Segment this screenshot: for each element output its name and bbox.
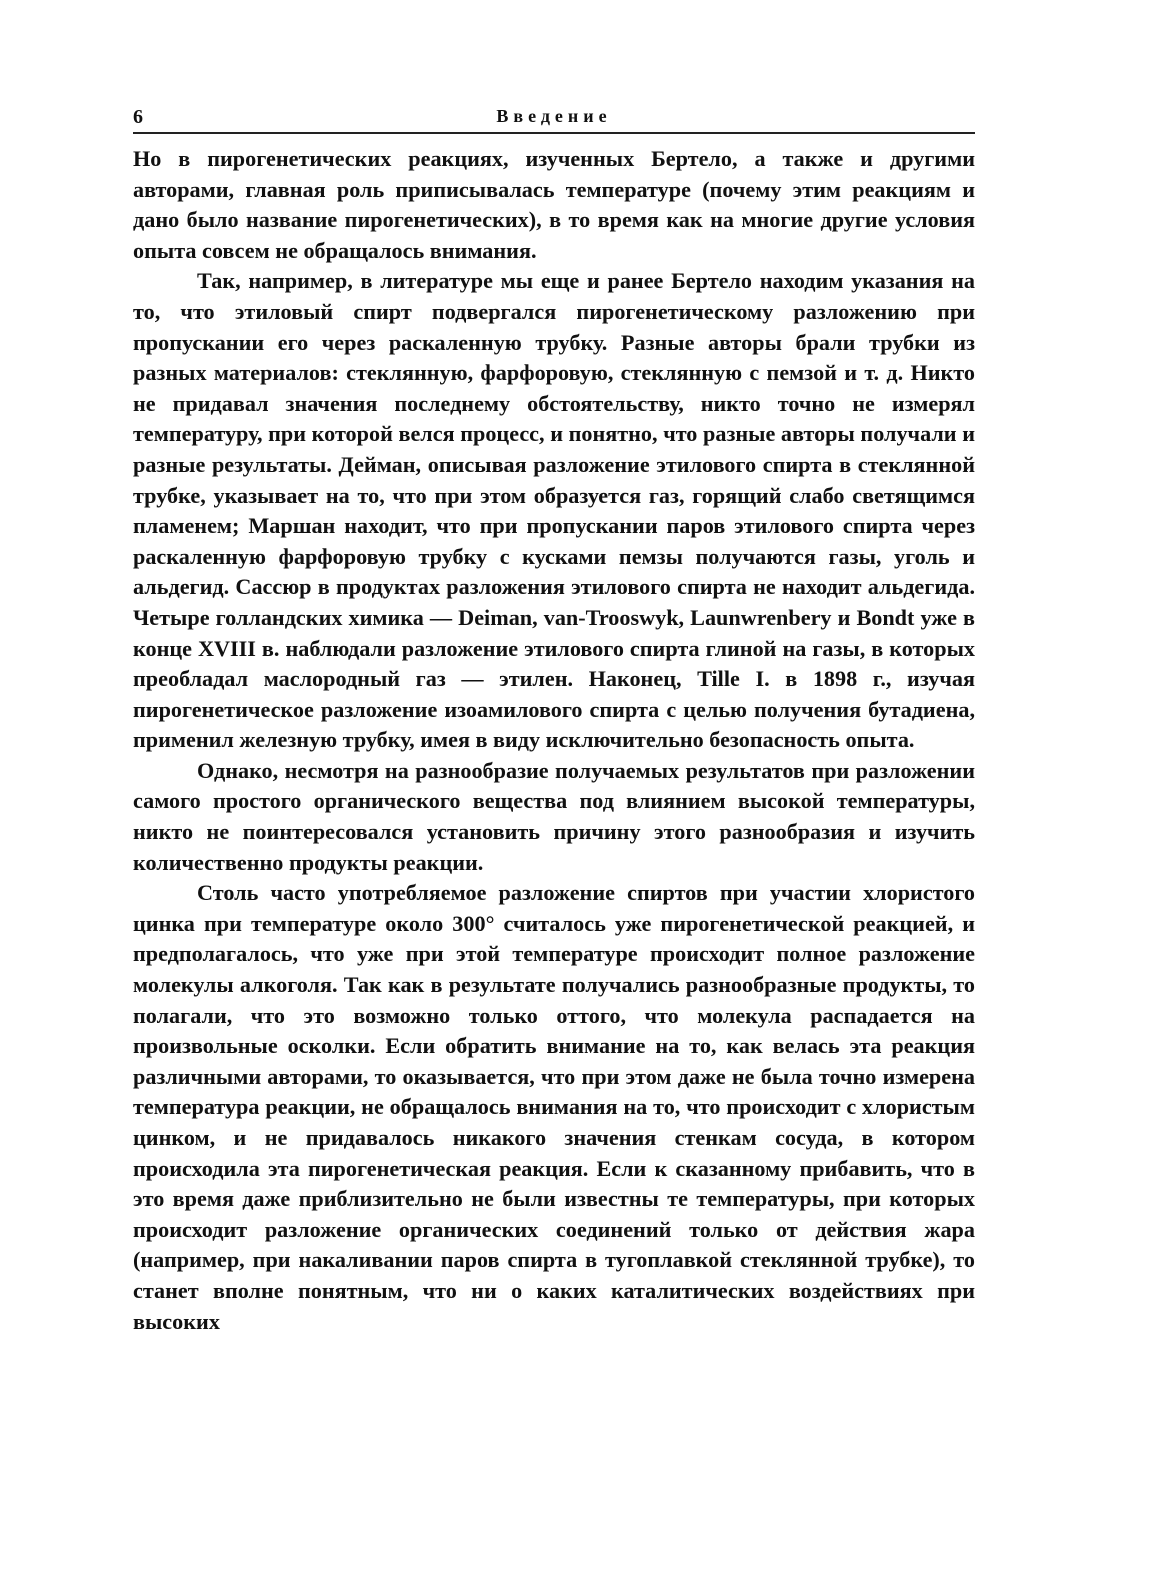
book-page <box>133 100 975 1337</box>
page-header <box>133 100 975 134</box>
paragraph: Так, например, в литературе мы еще и ранее Бертело находим указания на то, что этиловый спирт подвергался пирогенетическому разложению при пропускании его через раскаленную трубку. Разные авторы брали трубки из разных материалов: стеклянную, фарфоровую, стеклянную с пемзой и т. д. Никто не придавал значения последнему обстоятельству, никто точно не измерял температуру, при которой велся процесс, и понятно, что разные авторы получали и разные результаты. Дейман, описывая разложение этилового спирта в стеклянной трубке, указывает на то, что при этом образуется газ, горящий слабо светящимся пламенем; Маршан находит, что при пропускании паров этилового спирта через раскаленную фарфоровую трубку с кусками пемзы получаются газы, уголь и альдегид. Сассюр в продуктах разложения этилового спирта не находит альдегида. Четыре голландских химика — Deiman, van-Trooswyk, Launwrenbery и Bondt уже в конце XVIII в. наблюдали разложение этилового спирта глиной на газы, в которых преобладал маслородный газ — этилен. Наконец, Tille I. в 1898 г., изучая пирогенетическое разложение изоамилового спирта с целью получения бутадиена, применил железную трубку, имея в виду исключительно безопасность опыта. <box>133 268 975 753</box>
running-title: Введение <box>496 106 612 126</box>
body-text <box>133 144 975 1337</box>
page-number: 6 <box>133 106 143 128</box>
paragraph: Но в пирогенетических реакциях, изученных Бертело, а также и другими авторами, главная роль приписывалась температуре (почему этим реакциям и дано было название пирогенетических), в то время как на многие другие условия опыта совсем не обращалось внимания. <box>133 146 975 263</box>
paragraph: Столь часто употребляемое разложение спиртов при участии хлористого цинка при температуре около 300° считалось уже пирогенетической реакцией, и предполагалось, что уже при этой температуре происходит полное разложение молекулы алкоголя. Так как в результате получались разнообразные продукты, то полагали, что это возможно только оттого, что молекула распадается на произвольные осколки. Если обратить внимание на то, как велась эта реакция различными авторами, то оказывается, что при этом даже не была точно измерена температура реакции, не обращалось внимания на то, что происходит с хлористым цинком, и не придавалось никакого значения стенкам сосуда, в котором происходила эта пирогенетическая реакция. Если к сказанному прибавить, что в это время даже приблизительно не были известны те температуры, при которых происходит разложение органических соединений только от действия жара (например, при накаливании паров спирта в тугоплавкой стеклянной трубке), то станет вполне понятным, что ни о каких каталитических воздействиях при высоких <box>133 880 975 1334</box>
paragraph: Однако, несмотря на разнообразие получаемых результатов при разложении самого простого органического вещества под влиянием высокой температуры, никто не поинтересовался установить причину этого разнообразия и изучить количественно продукты реакции. <box>133 757 975 875</box>
